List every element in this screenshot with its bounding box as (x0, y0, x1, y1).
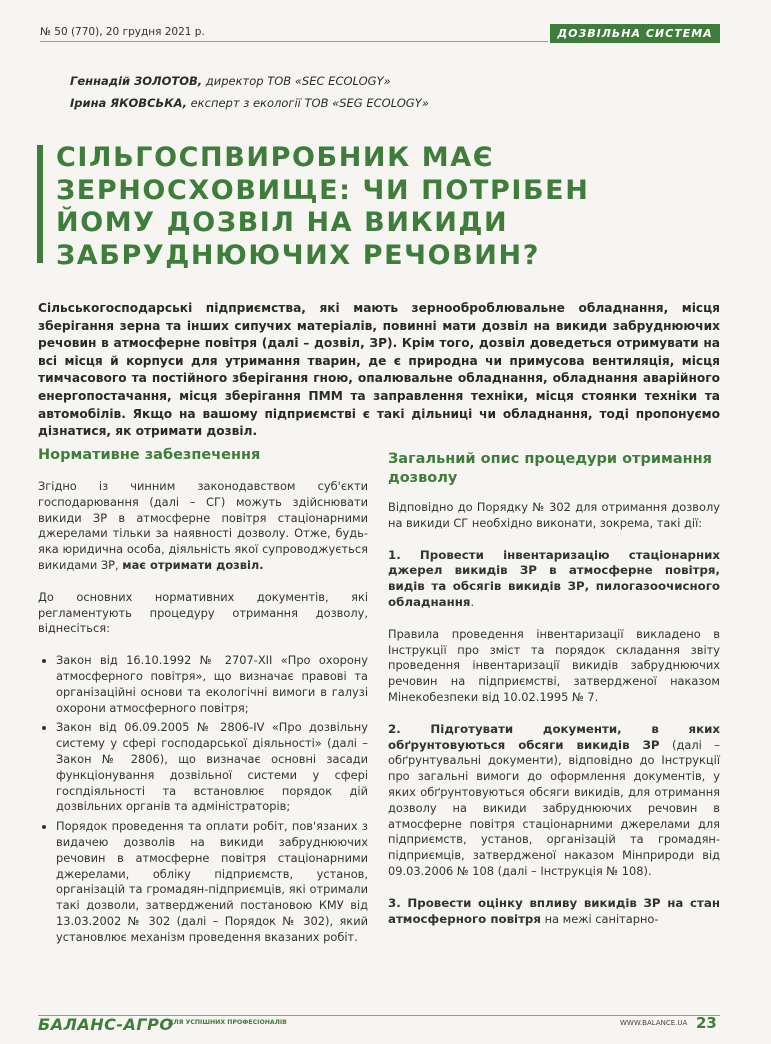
step-title: 2. Підготувати документи, в яких обґрунтовуються обсяги викидів ЗР (388, 721, 720, 752)
brand-tagline: ДЛЯ УСПІШНИХ ПРОФЕСІОНАЛІВ (168, 1019, 287, 1026)
step-text: (далі – обґрунтувальні документи), відповідно до Інструкції про загальні вимоги до оформлення документів, у яких обґрунтовуються обсяги викидів, для отримання дозволу на викиди забруднюючих речовин в атмосферне повітря стаціонарними джерелами для підприємств, установ, організацій та громадян-підприємців, затвердженої наказом Мінприроди від 09.03.2006 № 108 (далі – Інструкція № 108). (388, 737, 720, 878)
author-role: експерт з екології ТОВ «SEG ECOLOGY» (186, 96, 429, 110)
step-title: 3. Провести оцінку впливу викидів ЗР на стан атмосферного повітря (388, 895, 720, 926)
section-heading: Нормативне забезпечення (38, 447, 261, 463)
author-line (70, 70, 429, 92)
authors (70, 70, 429, 114)
header-rule (40, 41, 548, 42)
step-1 (388, 548, 720, 611)
article-lead: Сільськогосподарські підприємства, які мають зернооброблювальне обладнання, місця зберігання зерна та інших сипучих матеріалів, повинні мати дозвіл на викиди забруднюючих речовин в атмосферне повітря (далі – дозвіл, ЗР). Крім того, дозвіл доведеться отримувати на всі місця й корпуси для утримання тварин, де є природна чи примусова вентиляція, місця тимчасового та постійного зберігання гною, опалювальне обладнання, обладнання аварійного енергопостачання, місця зберігання ПММ та заправлення техніки, місця стоянки техніки та автомобілів. Якщо на вашому підприємстві є такі дільниці чи обладнання, тоді пропонуємо дізнатися, як отримати дозвіл. (38, 301, 720, 439)
list-item: • Закон від 16.10.1992 № 2707-XII «Про охорону атмосферного повітря», що визначає правові та організаційні основи та екологічні вимоги в галузі охорони атмосферного повітря; (56, 653, 368, 716)
paragraph: До основних нормативних документів, які регламентують процедуру отримання дозволу, віднесіться: (38, 589, 368, 636)
paragraph-emphasis: має отримати дозвіл. (122, 557, 264, 572)
brand-logo: БАЛАНС-АГРО (38, 1015, 174, 1034)
page-number: 23 (696, 1014, 717, 1032)
step-title: 1. Провести інвентаризацію стаціонарних джерел викидів ЗР в атмосферне повітря, видів та обсягів викидів ЗР, пилогазоочисного обладнання (388, 547, 720, 609)
article-title: СІЛЬГОСПВИРОБНИК МАЄ ЗЕРНОСХОВИЩЕ: ЧИ ПОТРІБЕН ЙОМУ ДОЗВІЛ НА ВИКИДИ ЗАБРУДНЮЮЧИХ РЕЧОВИН? (56, 142, 590, 271)
author-line (70, 92, 429, 114)
website-link: WWW.BALANCE.UA (620, 1019, 688, 1027)
paragraph (38, 479, 368, 574)
step-text: . (470, 594, 475, 609)
section-heading: Загальний опис процедури отримання дозволу (388, 451, 712, 486)
step-3 (388, 896, 720, 928)
issue-info: № 50 (770), 20 грудня 2021 р. (40, 26, 205, 38)
author-name: Геннадій ЗОЛОТОВ, (70, 74, 203, 88)
list-item: • Закон від 06.09.2005 № 2806-IV «Про дозвільну систему у сфері господарської діяльності» (далі – Закон № 2806), що визначає основні засади функціонування дозвільної системи у сфері госпдіяльності та встановлює порядок дій дозвільних органів та адміністраторів; (56, 720, 368, 815)
left-column (38, 446, 368, 950)
list-item: • Порядок проведення та оплати робіт, пов'язаних з видачею дозволів на викиди забруднюючих речовин в атмосферне повітря стаціонарними джерелами, обліку підприємств, установ, організацій та громадян-підприємців, які отримали такі дозволи, затверджений постановою КМУ від 13.03.2002 № 302 (далі – Порядок № 302), який установлює механізм проведення вказаних робіт. (56, 819, 368, 945)
right-column (388, 446, 720, 943)
title-accent-bar (37, 145, 43, 263)
author-role: директор ТОВ «SEC ECOLOGY» (202, 74, 391, 88)
paragraph: Відповідно до Порядку № 302 для отримання дозволу на викиди СГ необхідно виконати, зокрема, такі дії: (388, 500, 720, 530)
law-list (38, 653, 368, 945)
step-2 (388, 722, 720, 880)
author-name: Ірина ЯКОВСЬКА, (70, 96, 187, 110)
step-text: на межі санітарно- (540, 911, 659, 926)
running-header (40, 24, 720, 44)
paragraph-text: Згідно із чинним законодавством суб'єкти господарювання (далі – СГ) можуть здійснювати викиди ЗР в атмосферне повітря стаціонарними джерелами тільки за наявності дозволу. Отже, будь-яка юридична особа, діяльність якої супроводжується викидами ЗР, (38, 479, 368, 572)
paragraph: Правила проведення інвентаризації викладено в Інструкції про зміст та порядок складання звіту проведення інвентаризації викидів забруднюючих речовин на підприємстві, затвердженої наказом Мінекобезпеки від 10.02.1995 № 7. (388, 626, 720, 704)
section-tag: ДОЗВІЛЬНА СИСТЕМА (550, 24, 720, 43)
